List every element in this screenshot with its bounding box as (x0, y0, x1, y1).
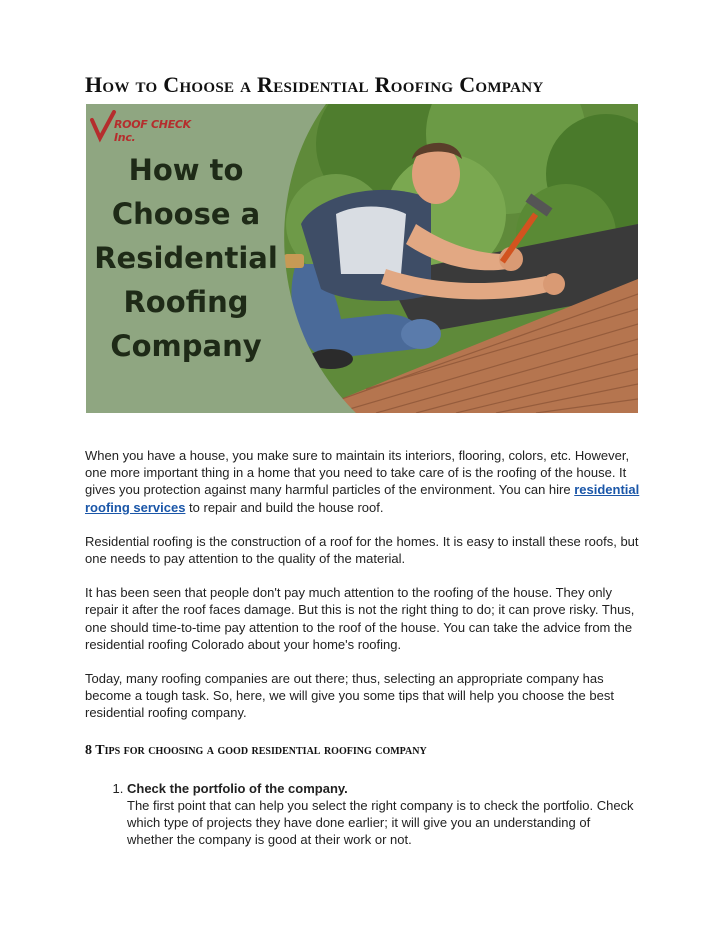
hero-title-line: Choose a (111, 197, 261, 231)
hero-title-line: Roofing (123, 285, 249, 319)
list-item (127, 780, 640, 849)
hero-image (86, 104, 638, 413)
hero-title-line: Company (110, 329, 262, 363)
paragraph-intro (85, 447, 640, 516)
paragraph-definition: Residential roofing is the construction of a roof for the homes. It is easy to install these roofs, but one needs to pay attention to the quality of the material. (85, 533, 639, 567)
tip-text: The first point that can help you select the right company is to check the portfolio. Check which type of projects they have done earlier; it will give you an understanding of whether the company is good at their work or not. (127, 798, 634, 848)
company-logo (90, 110, 200, 144)
section-heading: 8 Tips for choosing a good residential roofing company (85, 742, 427, 758)
hero-title-line: Residential (94, 241, 278, 275)
tips-list (85, 780, 640, 849)
hero-title (86, 148, 286, 368)
paragraph-intro-text: When you have a house, you make sure to maintain its interiors, flooring, colors, etc. However, one more important thing in a home that you need to take care of is the roofing of the house. It gives you protection against many harmful particles of the environment. You can hire (85, 448, 630, 498)
tip-title: 1. Check the portfolio of the company. (127, 780, 348, 796)
paragraph-selection: Today, many roofing companies are out there; thus, selecting an appropriate company has become a tough task. So, here, we will give you some tips that will help you choose the best residential roofing company. (85, 671, 614, 721)
paragraph-attention: It has been seen that people don't pay much attention to the roofing of the house. They only repair it after the roof faces damage. But this is not the right thing to do; it can prove risky. Thus, one should time-to-time pay attention to the roof of the house. You can take the advice from the residential roofing Colorado about your home's roofing. (85, 585, 635, 652)
residential-roofing-services-link[interactable]: residential roofing services (85, 482, 640, 515)
hero-title-line: How to (128, 153, 244, 187)
page-title: How to Choose a Residential Roofing Company (85, 72, 544, 97)
article-body (85, 447, 640, 849)
paragraph-intro-tail: to repair and build the house roof. (185, 499, 384, 515)
logo-text: ROOF CHECK Inc. (114, 118, 191, 144)
